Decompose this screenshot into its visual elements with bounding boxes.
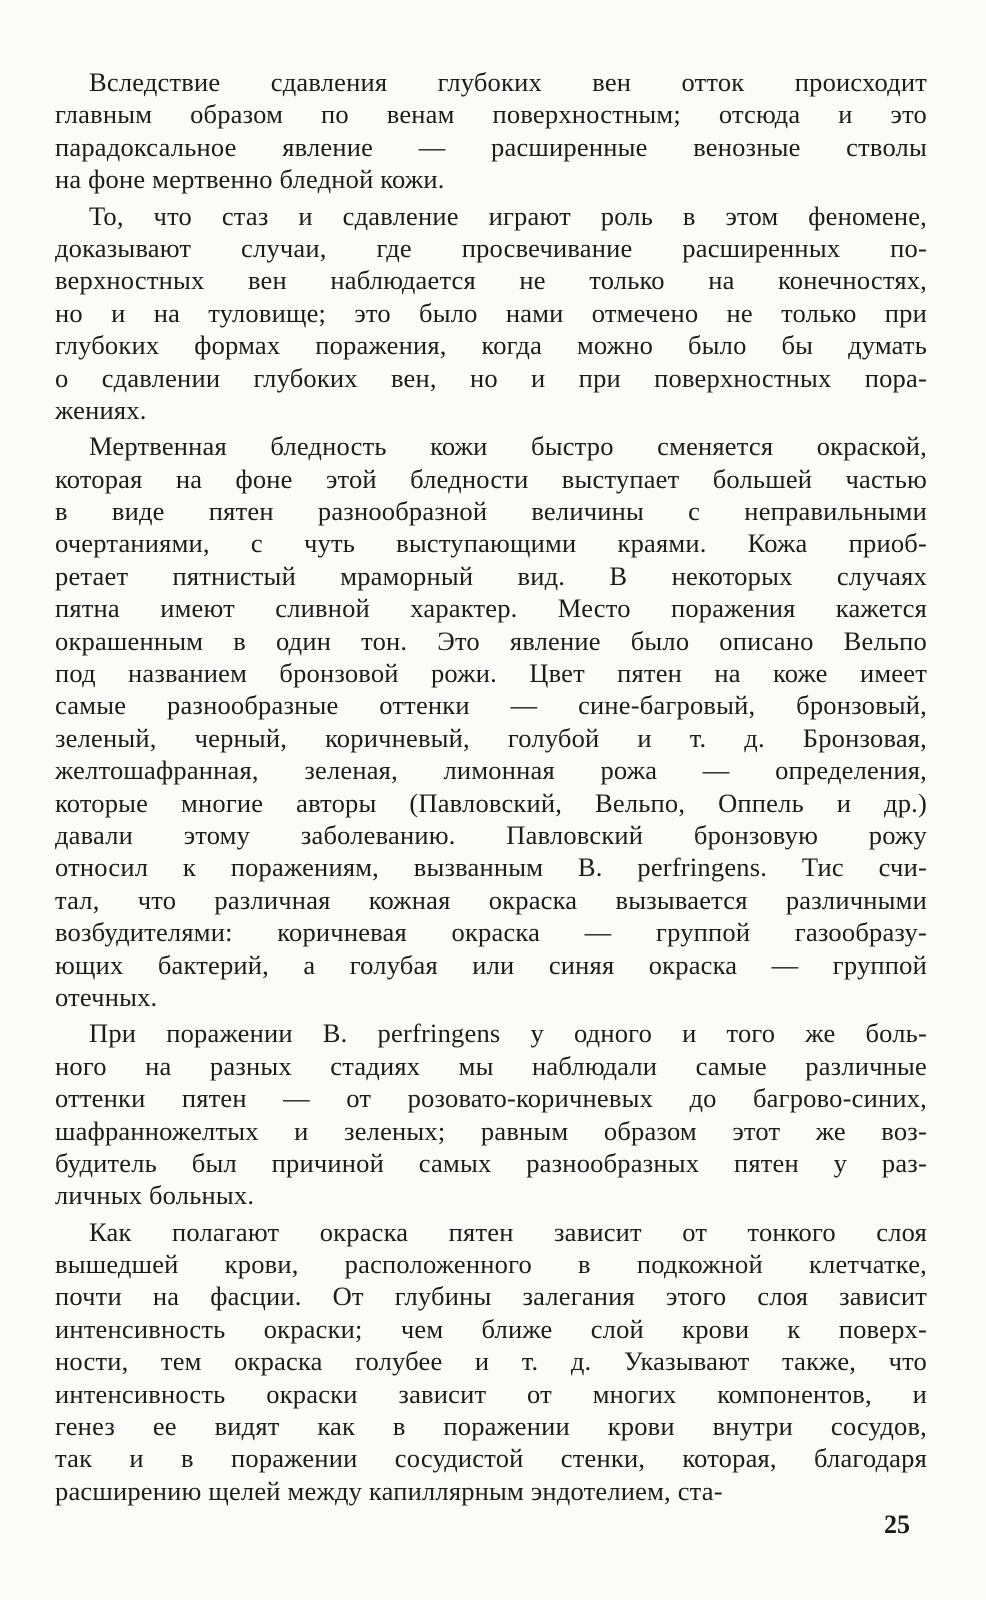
text-line: очертаниями, с чуть выступающими краями. Кожа приоб- — [55, 528, 927, 559]
text-line: вышедшей крови, расположенного в подкожной клетчатке, — [55, 1249, 927, 1280]
text-line: относил к поражениям, вызванным B. perfringens. Тис счи- — [55, 852, 927, 883]
paragraph — [55, 1216, 927, 1508]
text-line: отечных. — [55, 981, 158, 1012]
text-line: самые разнообразные оттенки — сине-багровый, бронзовый, — [55, 690, 927, 721]
text-line: зеленый, черный, коричневый, голубой и т. д. Бронзовая, — [55, 722, 927, 753]
text-line: шафранножелтых и зеленых; равным образом этот же воз- — [55, 1115, 927, 1146]
paragraph — [55, 66, 927, 196]
text-line: ности, тем окраска голубее и т. д. Указывают также, что — [55, 1346, 927, 1377]
text-line: желтошафранная, зеленая, лимонная рожа — определения, — [55, 755, 927, 786]
text-line: личных больных. — [55, 1180, 255, 1211]
paragraph — [55, 200, 927, 427]
text-line: пятна имеют сливной характер. Место поражения кажется — [55, 593, 927, 624]
text-line: главным образом по венам поверхностным; отсюда и это — [55, 99, 927, 130]
text-line: интенсивность окраски зависит от многих компонентов, и — [55, 1378, 927, 1409]
text-line: То, что стаз и сдавление играют роль в этом феномене, — [89, 200, 927, 231]
text-line: расширению щелей между капиллярным эндотелием, ста- — [55, 1475, 723, 1506]
text-line: тал, что различная кожная окраска вызывается различными — [55, 884, 927, 915]
text-line: о сдавлении глубоких вен, но и при поверхностных пора- — [55, 362, 927, 393]
page-number: 25 — [884, 1510, 910, 1539]
paragraph — [55, 1017, 927, 1211]
text-line: которые многие авторы (Павловский, Вельпо, Оппель и др.) — [55, 787, 927, 818]
text-line: Мертвенная бледность кожи быстро сменяется окраской, — [89, 431, 927, 462]
text-line: доказывают случаи, где просвечивание расширенных по- — [55, 232, 927, 263]
text-line: парадоксальное явление — расширенные венозные стволы — [55, 131, 927, 162]
text-line: давали этому заболеванию. Павловский бронзовую рожу — [55, 819, 927, 850]
text-line: окрашенным в один тон. Это явление было описано Вельпо — [55, 625, 927, 656]
text-line: При поражении B. perfringens у одного и того же боль- — [89, 1018, 927, 1049]
text-line: Вследствие сдавления глубоких вен отток происходит — [89, 67, 927, 97]
text-line: верхностных вен наблюдается не только на конечностях, — [55, 265, 927, 296]
text-line: в виде пятен разнообразной величины с неправильными — [55, 496, 927, 527]
text-line: Как полагают окраска пятен зависит от тонкого слоя — [89, 1216, 927, 1247]
body-text — [55, 66, 927, 1511]
text-line: почти на фасции. От глубины залегания этого слоя зависит — [55, 1281, 927, 1312]
text-line: которая на фоне этой бледности выступает большей частью — [55, 463, 927, 494]
text-line: ного на разных стадиях мы наблюдали самые различные — [55, 1050, 927, 1081]
text-line: под названием бронзовой рожи. Цвет пятен на коже имеет — [55, 658, 927, 689]
text-line: на фоне мертвенно бледной кожи. — [55, 164, 445, 195]
text-line: глубоких формах поражения, когда можно было бы думать — [55, 330, 927, 361]
text-line: интенсивность окраски; чем ближе слой крови к поверх- — [55, 1313, 927, 1344]
text-line: так и в поражении сосудистой стенки, которая, благодаря — [55, 1443, 927, 1474]
text-line: ющих бактерий, а голубая или синяя окраска — группой — [55, 949, 927, 980]
text-line: возбудителями: коричневая окраска — группой газообразу- — [55, 917, 927, 948]
paragraph — [55, 430, 927, 1013]
text-line: ретает пятнистый мраморный вид. В некоторых случаях — [55, 560, 927, 591]
text-line: генез ее видят как в поражении крови внутри сосудов, — [55, 1411, 927, 1442]
text-line: оттенки пятен — от розовато-коричневых до багрово-синих, — [55, 1083, 927, 1114]
text-line: но и на туловище; это было нами отмечено не только при — [55, 297, 927, 328]
text-line: жениях. — [55, 394, 147, 425]
text-line: будитель был причиной самых разнообразных пятен у раз- — [55, 1147, 927, 1178]
